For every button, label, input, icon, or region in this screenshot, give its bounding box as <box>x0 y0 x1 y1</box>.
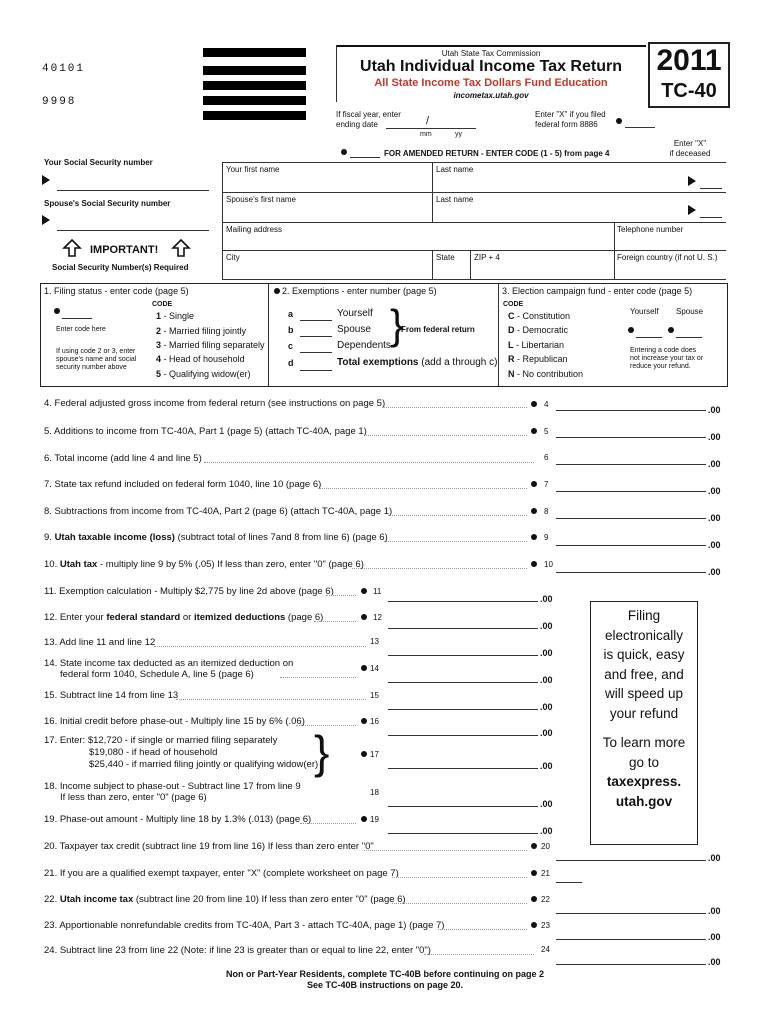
required-dot <box>628 327 634 333</box>
filing-option: 2 - Married filing jointly <box>156 326 247 336</box>
required-dot <box>531 428 537 434</box>
line-22-field[interactable] <box>556 913 706 914</box>
fiscal-label-2: ending date <box>336 120 378 129</box>
line-14-field[interactable] <box>388 682 538 683</box>
last-name-field[interactable]: Last name <box>436 165 474 174</box>
line-number: 5 <box>544 427 549 436</box>
spouse-ssn-label: Spouse's Social Security number <box>44 199 171 208</box>
cents-label: .00 <box>708 405 721 415</box>
deceased-field-spouse[interactable] <box>700 217 722 218</box>
exemption-d-field[interactable] <box>300 370 332 371</box>
cents-label: .00 <box>708 567 721 577</box>
line-24-field[interactable] <box>556 964 706 965</box>
line-12-field[interactable] <box>388 628 538 629</box>
promo-text: Filing electronically is quick, easy and free, and will speed up your refund <box>603 608 685 721</box>
spouse-ssn-field[interactable] <box>57 230 209 231</box>
form-title: Utah Individual Income Tax Return <box>360 58 622 75</box>
party-option: R - Republican <box>508 354 568 364</box>
required-dot <box>616 118 622 124</box>
up-arrow-icon <box>171 238 191 258</box>
cents-label: .00 <box>540 648 553 658</box>
line-14-label-1: 14. State income tax deducted as an itemized deduction on <box>44 658 294 669</box>
arrow-icon <box>688 176 696 186</box>
required-dot <box>274 288 280 294</box>
line-4-label: 4. Federal adjusted gross income from federal return (see instructions on page 5) <box>44 398 386 409</box>
line-14-label-2: federal form 1040, Schedule A, line 5 (page 6) <box>60 669 254 680</box>
party-option: C - Constitution <box>508 311 571 321</box>
line-13-field[interactable] <box>388 655 538 656</box>
form-code-2: 9998 <box>42 96 77 108</box>
line-12-label: 12. Enter your federal standard or itemized deductions (page 6) <box>44 612 324 623</box>
fiscal-date-field[interactable] <box>386 128 476 129</box>
line-17-field[interactable] <box>388 768 538 769</box>
your-ssn-label: Your Social Security number <box>44 158 153 167</box>
yy-label: yy <box>455 131 462 138</box>
footer-note-1: Non or Part-Year Residents, complete TC-40B before continuing on page 2 <box>225 969 545 979</box>
line-6-label: 6. Total income (add line 4 and line 5) <box>44 453 202 464</box>
filing-status-field[interactable] <box>62 318 92 319</box>
cents-label: .00 <box>540 594 553 604</box>
required-dot <box>361 665 367 671</box>
line-number: 9 <box>544 533 549 542</box>
up-arrow-icon <box>62 238 82 258</box>
line-5-label: 5. Additions to income from TC-40A, Part 1 (page 5) (attach TC-40A, page 1) <box>44 426 367 437</box>
cents-label: .00 <box>708 906 721 916</box>
exemption-letter: b <box>288 325 294 335</box>
cents-label: .00 <box>708 513 721 523</box>
promo-link-text: To learn more go to taxexpress. utah.gov <box>602 735 686 809</box>
form8886-label-2: federal form 8886 <box>535 120 598 129</box>
required-dot <box>531 508 537 514</box>
important-label: IMPORTANT! <box>90 244 159 256</box>
election-spouse-field[interactable] <box>676 337 702 338</box>
filing-code-header: CODE <box>152 301 173 308</box>
line-20-label: 20. Taxpayer tax credit (subtract line 19 from line 16) If less than zero enter "0" <box>44 841 374 852</box>
line-22-label: 22. Utah income tax (subtract line 20 from line 10) If less than zero enter "0" (page 6) <box>44 894 406 905</box>
form-code-1: 40101 <box>42 63 86 75</box>
line-23-label: 23. Apportionable nonrefundable credits from TC-40A, Part 3 - attach TC-40A, page 1) (page 7) <box>44 920 445 931</box>
form8886-field[interactable] <box>625 127 655 128</box>
filing-option: 1 - Single <box>156 311 195 321</box>
required-dot <box>361 718 367 724</box>
required-dot <box>361 614 367 620</box>
date-slash: / <box>426 115 430 127</box>
cents-label: .00 <box>540 826 553 836</box>
required-dot <box>668 327 674 333</box>
arrow-icon <box>42 215 50 225</box>
line-7-label: 7. State tax refund included on federal form 1040, line 10 (page 6) <box>44 479 322 490</box>
line-number: 8 <box>544 507 549 516</box>
deceased-label-1: Enter "X" <box>673 139 707 148</box>
cents-label: .00 <box>708 932 721 942</box>
line-10-field[interactable] <box>556 572 706 573</box>
city-field[interactable]: City <box>226 253 240 262</box>
cents-label: .00 <box>540 761 553 771</box>
line-10-label: 10. Utah tax - multiply line 9 by 5% (.05) If less than zero, enter "0" (page 6) <box>44 559 364 570</box>
required-dot <box>341 149 347 155</box>
required-dot <box>531 896 537 902</box>
line-number: 20 <box>541 842 550 851</box>
line-7-field[interactable] <box>556 491 706 492</box>
line-number: 13 <box>370 637 379 646</box>
required-dot <box>54 308 60 314</box>
exemption-spouse: Spouse <box>337 324 371 335</box>
filing-status-title: 1. Filing status - enter code (page 5) <box>44 286 189 296</box>
election-spouse: Spouse <box>676 307 704 316</box>
required-dot <box>531 843 537 849</box>
required-dot <box>361 588 367 594</box>
line-5-field[interactable] <box>556 437 706 438</box>
required-dot <box>531 922 537 928</box>
line-number: 10 <box>544 560 553 569</box>
election-yourself-field[interactable] <box>636 337 662 338</box>
cents-label: .00 <box>708 540 721 550</box>
mailing-address-field[interactable]: Mailing address <box>226 225 283 234</box>
required-dot <box>531 561 537 567</box>
total-exemptions-label: Total exemptions (add a through c) <box>337 357 498 368</box>
line-number: 17 <box>370 750 379 759</box>
exemption-letter: d <box>288 358 294 368</box>
line-number: 22 <box>541 895 550 904</box>
required-dot <box>531 481 537 487</box>
line-16-field[interactable] <box>388 735 538 736</box>
cents-label: .00 <box>540 799 553 809</box>
line-24-label: 24. Subtract line 23 from line 22 (Note: if line 23 is greater than or equal to line 22, enter "0") <box>44 945 431 956</box>
election-note-1: Entering a code does <box>630 347 697 354</box>
cents-label: .00 <box>540 621 553 631</box>
form8886-label-1: Enter "X" if you filed <box>535 110 606 119</box>
mm-label: mm <box>420 131 432 138</box>
footer-note-2: See TC-40B instructions on page 20. <box>306 980 464 990</box>
line-15-field[interactable] <box>388 709 538 710</box>
line-21-label: 21. If you are a qualified exempt taxpayer, enter "X" (complete worksheet on page 7) <box>44 868 399 879</box>
amended-code-field[interactable] <box>350 157 380 158</box>
brace: } <box>390 301 405 348</box>
line-17-label-1: 17. Enter: $12,720 - if single or married filing separately <box>44 735 278 746</box>
line-number: 4 <box>544 400 549 409</box>
tax-year: 2011 <box>656 44 722 77</box>
brace: } <box>314 726 330 778</box>
line-11-field[interactable] <box>388 601 538 602</box>
cents-label: .00 <box>540 702 553 712</box>
filing-note-1: If using code 2 or 3, enter <box>56 348 136 355</box>
election-note-2: not increase your tax or <box>630 355 704 362</box>
filing-note-3: security number above <box>56 364 127 371</box>
line-4-field[interactable] <box>556 410 706 411</box>
exemption-a-field[interactable] <box>300 320 332 321</box>
arrow-icon <box>688 205 696 215</box>
cents-label: .00 <box>708 432 721 442</box>
line-15-label: 15. Subtract line 14 from line 13 <box>44 690 179 701</box>
line-23-field[interactable] <box>556 939 706 940</box>
cents-label: .00 <box>708 486 721 496</box>
election-yourself: Yourself <box>630 307 659 316</box>
required-dot <box>531 401 537 407</box>
line-16-label: 16. Initial credit before phase-out - Multiply line 15 by 6% (.06) <box>44 716 305 727</box>
line-number: 19 <box>370 815 379 824</box>
your-ssn-field[interactable] <box>57 190 209 191</box>
line-17-label-3: $25,440 - if married filing jointly or qualifying widow(er) <box>89 759 319 770</box>
line-20-field[interactable] <box>556 860 706 861</box>
line-9-field[interactable] <box>556 545 706 546</box>
exemption-yourself: Yourself <box>337 308 373 319</box>
line-18-label-1: 18. Income subject to phase-out - Subtract line 17 from line 9 <box>44 781 301 792</box>
line-number: 24 <box>541 945 550 954</box>
line-number: 16 <box>370 717 379 726</box>
party-option: L - Libertarian <box>508 340 565 350</box>
filing-option: 5 - Qualifying widow(er) <box>156 369 251 379</box>
exemption-letter: c <box>288 341 294 351</box>
state-field[interactable]: State <box>436 253 455 262</box>
line-number: 11 <box>373 587 382 596</box>
ssn-required-label: Social Security Number(s) Required <box>52 263 189 272</box>
filing-option: 4 - Head of household <box>156 354 245 364</box>
line-11-label: 11. Exemption calculation - Multiply $2,775 by line 2d above (page 6) <box>44 586 334 597</box>
form-id: TC-40 <box>661 80 717 102</box>
line-13-label: 13. Add line 11 and line 12 <box>44 637 156 648</box>
election-code-header: CODE <box>503 301 524 308</box>
required-dot <box>531 534 537 540</box>
foreign-country-field[interactable]: Foreign country (if not U. S.) <box>617 253 718 262</box>
election-note-3: reduce your refund. <box>630 363 691 370</box>
arrow-icon <box>42 175 50 185</box>
deceased-field-taxpayer[interactable] <box>700 188 722 189</box>
line-19-label: 19. Phase-out amount - Multiply line 18 by 1.3% (.013) (page 6) <box>44 814 312 825</box>
spouse-last-name-field[interactable]: Last name <box>436 195 474 204</box>
line-18-label-2: If less than zero, enter "0" (page 6) <box>60 792 207 803</box>
cents-label: .00 <box>708 957 721 967</box>
form-subtitle: All State Income Tax Dollars Fund Education <box>374 77 608 89</box>
party-option: N - No contribution <box>508 369 584 379</box>
filing-option: 3 - Married filing separately <box>156 340 265 350</box>
line-number: 14 <box>370 664 379 673</box>
zip-field[interactable]: ZIP + 4 <box>474 253 500 262</box>
line-6-field[interactable] <box>556 464 706 465</box>
exemption-dependents: Dependents <box>337 340 391 351</box>
line-number: 23 <box>541 921 550 930</box>
cents-label: .00 <box>540 728 553 738</box>
line-18-field[interactable] <box>388 806 538 807</box>
line-21-field[interactable] <box>556 882 582 883</box>
line-number: 21 <box>541 869 550 878</box>
line-19-field[interactable] <box>388 833 538 834</box>
cents-label: .00 <box>708 853 721 863</box>
telephone-field[interactable]: Telephone number <box>617 225 684 234</box>
website: incometax.utah.gov <box>453 91 529 100</box>
filing-note-2: spouse's name and social <box>56 356 137 363</box>
from-federal-label: From federal return <box>401 325 475 334</box>
exemption-b-field[interactable] <box>300 336 332 337</box>
enter-code-here: Enter code here <box>56 326 106 333</box>
line-9-label: 9. Utah taxable income (loss) (subtract total of lines 7and 8 from line 6) (page 6) <box>44 532 388 543</box>
first-name-field[interactable]: Your first name <box>226 165 280 174</box>
line-17-label-2: $19,080 - if head of household <box>89 747 218 758</box>
required-dot <box>531 870 537 876</box>
fiscal-label-1: If fiscal year, enter <box>336 110 401 119</box>
party-option: D - Democratic <box>508 325 569 335</box>
deceased-label-2: if deceased <box>669 149 711 158</box>
required-dot <box>361 751 367 757</box>
cents-label: .00 <box>708 459 721 469</box>
line-number: 12 <box>373 613 382 622</box>
line-number: 18 <box>370 788 379 797</box>
cents-label: .00 <box>540 675 553 685</box>
exemption-c-field[interactable] <box>300 352 332 353</box>
exemption-letter: a <box>288 309 294 319</box>
line-number: 6 <box>544 453 549 462</box>
line-8-field[interactable] <box>556 518 706 519</box>
line-number: 15 <box>370 691 379 700</box>
amended-label: FOR AMENDED RETURN - ENTER CODE (1 - 5) from page 4 <box>384 149 610 158</box>
spouse-first-name-field[interactable]: Spouse's first name <box>226 195 297 204</box>
election-title: 3. Election campaign fund - enter code (page 5) <box>502 286 693 296</box>
status-sections <box>40 283 728 387</box>
line-number: 7 <box>544 480 549 489</box>
agency-name: Utah State Tax Commission <box>441 49 541 58</box>
required-dot <box>361 816 367 822</box>
exemptions-title: 2. Exemptions - enter number (page 5) <box>282 286 437 296</box>
line-8-label: 8. Subtractions from income from TC-40A, Part 2 (page 6) (attach TC-40A, page 1) <box>44 506 393 517</box>
